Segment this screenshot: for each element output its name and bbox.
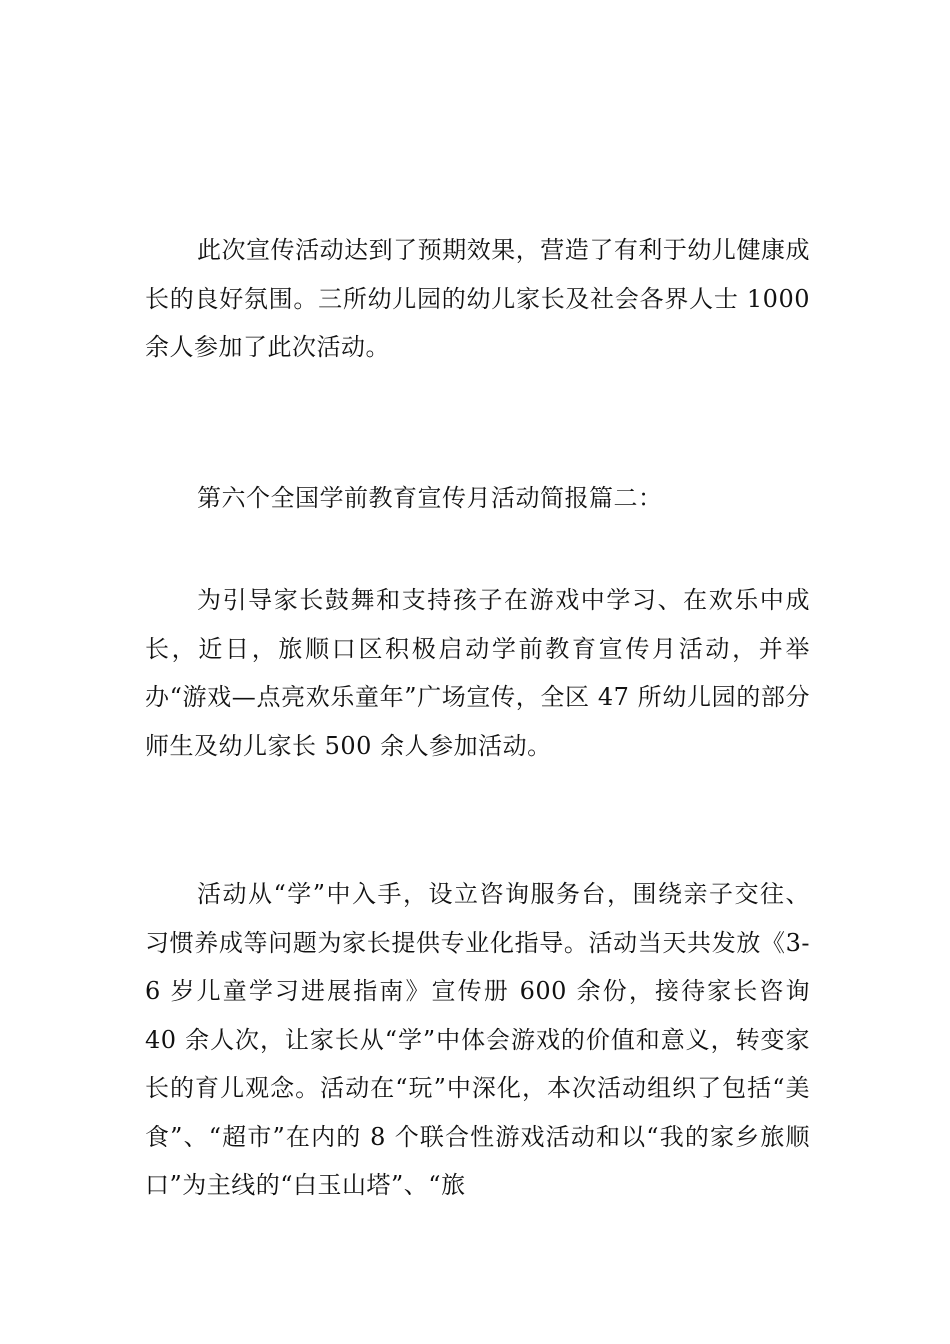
section-heading: 第六个全国学前教育宣传月活动简报篇二：: [197, 484, 663, 512]
paragraph-event-intro: 为引导家长鼓舞和支持孩子在游戏中学习、在欢乐中成长，近日，旅顺口区积极启动学前教育宣传月活动，并举办“游戏—点亮欢乐童年”广场宣传，全区 47 所幼儿园的部分师生及幼儿家长 500 余人参加活动。: [145, 586, 810, 760]
paragraph-activity-details: 活动从“学”中入手，设立咨询服务台，围绕亲子交往、习惯养成等问题为家长提供专业化指导。活动当天共发放《3-6 岁儿童学习进展指南》宣传册 600 余份，接待家长咨询 40 余人次，让家长从“学”中体会游戏的价值和意义，转变家长的育儿观念。活动在“玩”中深化，本次活动组织了包括“美食”、“超市”在内的 8 个联合性游戏活动和以“我的家乡旅顺口”为主线的“白玉山塔”、“旅: [145, 880, 810, 1199]
paragraph-activity-effect: 此次宣传活动达到了预期效果，营造了有利于幼儿健康成长的良好氛围。三所幼儿园的幼儿家长及社会各界人士 1000 余人参加了此次活动。: [145, 236, 810, 361]
